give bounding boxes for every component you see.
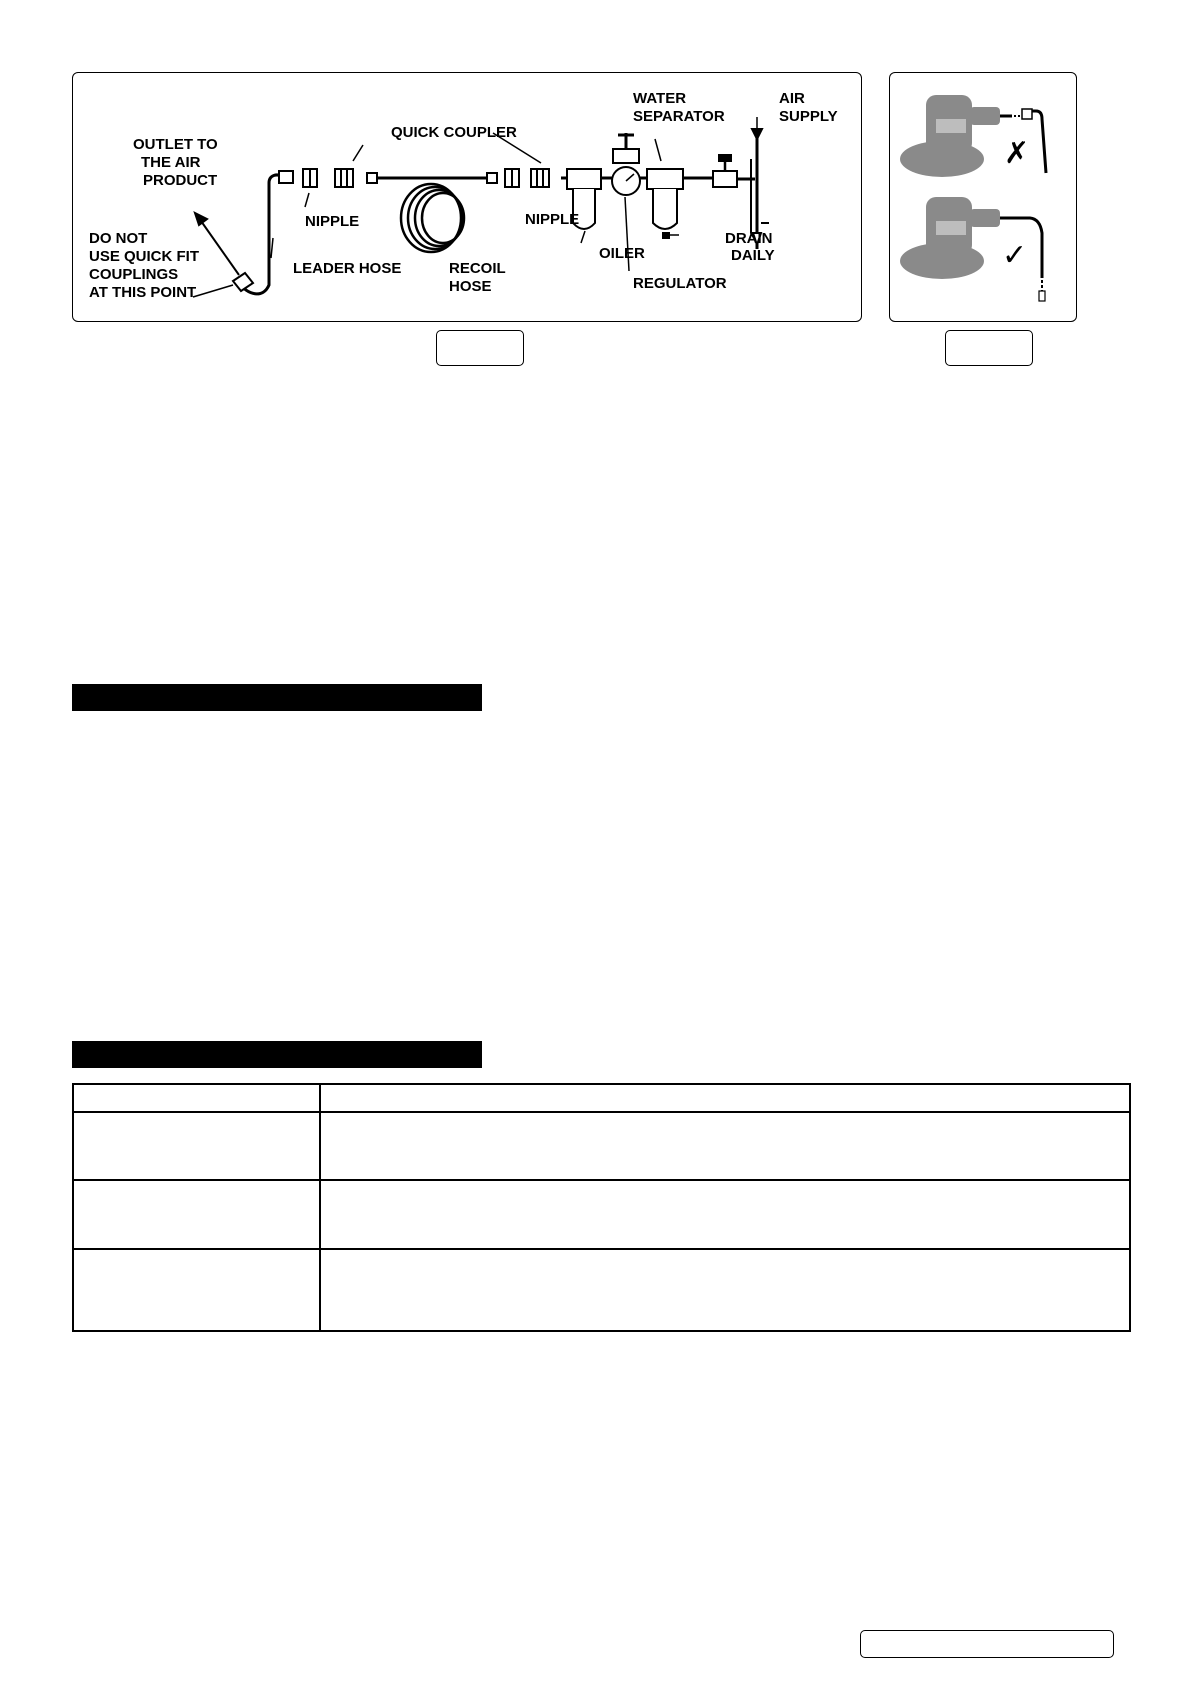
label-donot-line2: USE QUICK FIT [89, 248, 200, 265]
quick-coupler-left-pointer [353, 145, 363, 161]
air-supply-diagram-panel [72, 72, 862, 322]
label-donot-line1: DO NOT [89, 230, 148, 247]
label-water-line2: SEPARATOR [633, 108, 725, 125]
table-cell [73, 1249, 320, 1331]
leader-hose-pointer [271, 238, 273, 258]
correct-mark-icon: ✓ [1002, 238, 1028, 273]
section-heading-bar-1 [72, 684, 482, 711]
table-row [73, 1249, 1130, 1331]
label-nipple-right: NIPPLE [525, 211, 580, 228]
table-cell [320, 1249, 1130, 1331]
troubleshooting-table [72, 1083, 1131, 1332]
table-row [73, 1112, 1130, 1180]
label-quick-coupler: QUICK COUPLER [391, 124, 517, 141]
table-cell [320, 1180, 1130, 1249]
air-supply-diagram [73, 73, 861, 321]
water-separator-bowl [653, 189, 677, 229]
label-outlet-line2: THE AIR [141, 154, 201, 171]
label-air-line2: SUPPLY [779, 108, 838, 125]
quick-coupler-right-part [531, 169, 549, 187]
figure-1-caption [436, 330, 524, 366]
label-leader-hose: LEADER HOSE [293, 260, 402, 277]
table-cell [320, 1112, 1130, 1180]
table-row [73, 1180, 1130, 1249]
leader-hose-end-fitting [233, 273, 253, 291]
label-donot-line3: COUPLINGS [89, 266, 179, 283]
recoil-hose-coil [401, 184, 464, 252]
label-regulator: REGULATOR [633, 275, 727, 292]
hose-fitting-illustration [890, 73, 1076, 321]
footer-page-label [860, 1630, 1114, 1658]
label-recoil-line2: HOSE [449, 278, 492, 295]
label-water-line1: WATER [633, 90, 687, 107]
oiler-pointer [581, 231, 585, 243]
section-heading-bar-2 [72, 1041, 482, 1068]
label-donot-line4: AT THIS POINT [89, 284, 197, 301]
air-supply-arrow [752, 129, 762, 139]
ball-valve [713, 171, 737, 187]
table-header-row [73, 1084, 1130, 1112]
label-outlet-line1: OUTLET TO [133, 136, 218, 153]
label-drain-line1: DRAIN [725, 230, 773, 247]
incorrect-mark-icon: ✗ [1004, 136, 1030, 171]
nipple-left-pointer [305, 193, 309, 207]
hose-fitting-panel [889, 72, 1077, 322]
frl-unit [561, 133, 733, 271]
regulator-body [613, 149, 639, 163]
figure-2-caption [945, 330, 1033, 366]
table-header-cell [73, 1084, 320, 1112]
label-nipple-left: NIPPLE [305, 213, 360, 230]
table-cell [73, 1112, 320, 1180]
outlet-arrow-head [195, 213, 207, 225]
water-separator-pointer [655, 139, 661, 161]
quick-coupler-left-part [335, 169, 353, 187]
table-header-cell [320, 1084, 1130, 1112]
label-air-line1: AIR [779, 90, 805, 107]
donot-pointer [193, 285, 233, 297]
label-oiler: OILER [599, 245, 645, 262]
label-drain-line2: DAILY [731, 247, 775, 264]
outlet-arrow-line [201, 221, 239, 275]
table-cell [73, 1180, 320, 1249]
label-recoil-line1: RECOIL [449, 260, 506, 277]
label-outlet-line3: PRODUCT [143, 172, 218, 189]
leader-hose-top-fitting [279, 171, 293, 183]
